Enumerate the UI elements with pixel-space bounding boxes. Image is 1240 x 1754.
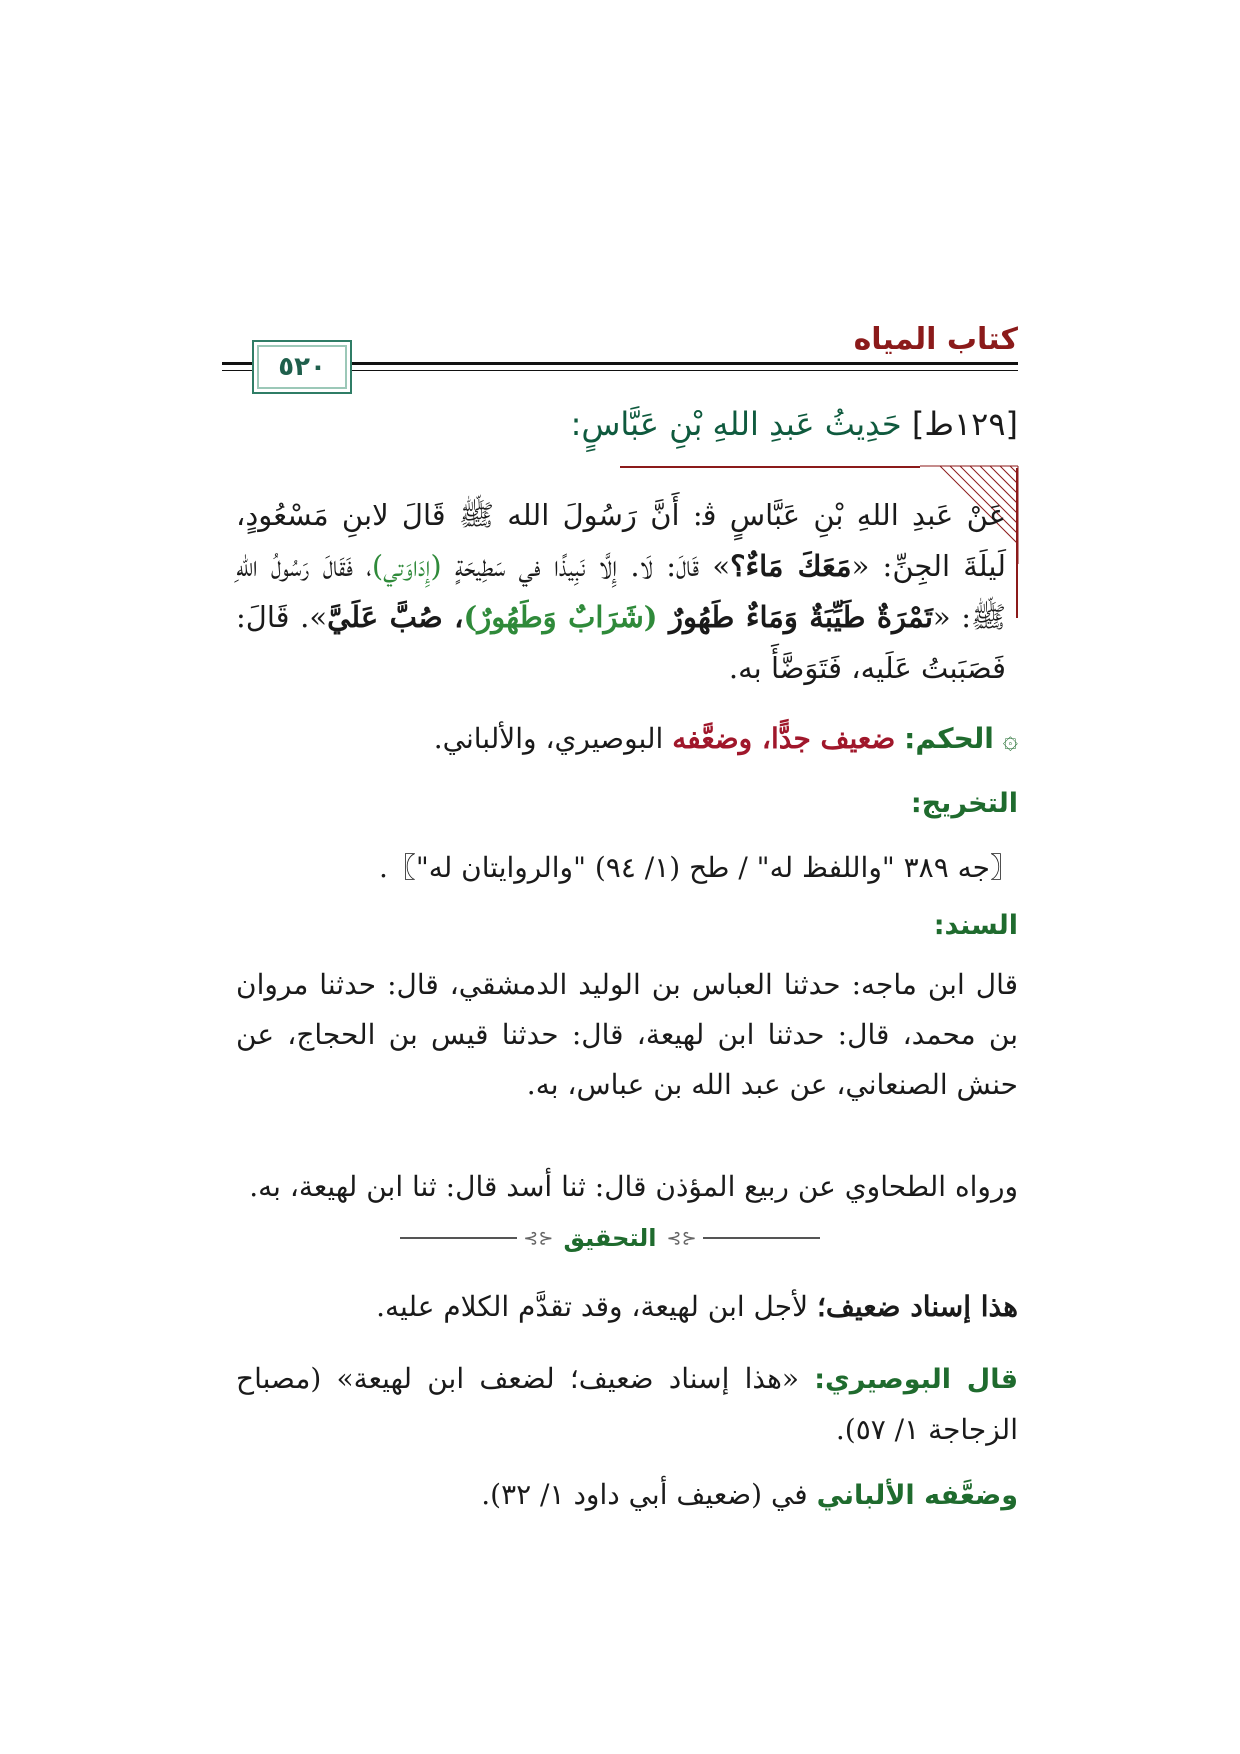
divider-ornament-icon: ⊰⊱: [523, 1227, 554, 1249]
hadith-text-part: » قَالَ: لَا. إِلَّا نَبِيذًا في سَطِيحَةٍ: [441, 549, 731, 583]
tahqiq-line-1: [376, 1290, 1018, 1323]
hadith-title: حَدِيثُ عَبدِ اللهِ بْنِ عَبَّاسٍ:: [570, 405, 902, 443]
hadith-frame-vertical: [1016, 468, 1018, 618]
hadith-frame-line: [620, 466, 920, 468]
ornament-icon: ۞: [1002, 725, 1018, 755]
divider-ornament-icon: ⊰⊱: [666, 1227, 697, 1249]
hadith-variant: (شَرَابٌ وَطَهُورٌ): [463, 600, 669, 634]
ruling-value: ضعيف جدًّا، وضعَّفه: [672, 722, 896, 755]
divider-bar: [703, 1237, 820, 1239]
page-header: [222, 318, 1018, 398]
sanad-paragraph-2: ورواه الطحاوي عن ربيع المؤذن قال: ثنا أسد قال: ثنا ابن لهيعة، به.: [249, 1170, 1018, 1203]
tahqiq-line-3: [481, 1478, 1018, 1511]
hadith-number: [١٢٩ط]: [911, 405, 1018, 443]
sanad-label: السند:: [933, 910, 1018, 941]
tahqiq-divider: [400, 1223, 820, 1253]
takhrij-label-line: [911, 786, 1018, 819]
sanad-label-line: [934, 908, 1018, 941]
takhrij-label: التخريج:: [910, 788, 1018, 819]
busiri-label: قال البوصيري:: [814, 1364, 1019, 1395]
tahqiq-label: التحقيق: [563, 1224, 657, 1252]
takhrij-text: 〖جه ٣٨٩ "واللفظ له" / طح (١/ ٩٤) "والروايتان له"〗.: [378, 851, 1018, 884]
tahqiq-rest: لأجل ابن لهيعة، وقد تقدَّم الكلام عليه.: [376, 1290, 817, 1323]
hadith-heading: [571, 405, 1018, 443]
divider-bar: [400, 1237, 517, 1239]
hadith-quote-bold: مَعَكَ مَاءٌ؟: [730, 549, 852, 583]
hadith-quote-bold: ، صُبَّ عَلَيَّ: [327, 600, 464, 634]
albani-label: وضعَّفه الألباني: [816, 1480, 1018, 1511]
hadith-variant: (إِدَاوَتي): [371, 549, 442, 583]
tahqiq-bold: هذا إسناد ضعيف؛: [816, 1290, 1018, 1323]
ruling-label: الحكم:: [904, 722, 994, 755]
page-number-frame: [252, 340, 352, 394]
book-title: كتاب المياه: [853, 322, 1018, 357]
hadith-text: [236, 490, 1006, 694]
hadith-quote-bold: تَمْرَةٌ طَيِّبَةٌ وَمَاءٌ طَهُورٌ: [668, 600, 933, 634]
ruling-line: [434, 722, 1018, 755]
hadith-text-part: عَنْ عَبدِ اللهِ بْنِ عَبَّاسٍ ﭬ: أَنَّ رَسُولَ الله ﷺ قَالَ لابنِ مَسْعُودٍ، لَيلَةَ الجِنِّ: «: [236, 498, 1006, 583]
hadith-text-part: ». قَالَ: فَصَبَبتُ عَلَيه، فَتَوَضَّأَ به.: [236, 600, 1006, 685]
hadith-text-part: ، فَقَالَ رَسُولُ اللهِ ﷺ: «: [236, 549, 1007, 634]
ruling-rest: البوصيري، والألباني.: [433, 722, 673, 755]
busiri-quote: «هذا إسناد ضعيف؛ لضعف ابن لهيعة» (مصباح الزجاجة ١/ ٥٧).: [236, 1362, 1018, 1446]
page-number: ٥٢٠: [278, 352, 326, 382]
albani-rest: في (ضعيف أبي داود ١/ ٣٢).: [481, 1478, 817, 1511]
sanad-paragraph-1: قال ابن ماجه: حدثنا العباس بن الوليد الدمشقي، قال: حدثنا مروان بن محمد، قال: حدثنا ابن لهيعة، قال: حدثنا قيس بن الحجاج، عن حنش الصنعاني، عن عبد الله بن عباس، به.: [236, 968, 1018, 1101]
tahqiq-line-2: [236, 1354, 1018, 1455]
